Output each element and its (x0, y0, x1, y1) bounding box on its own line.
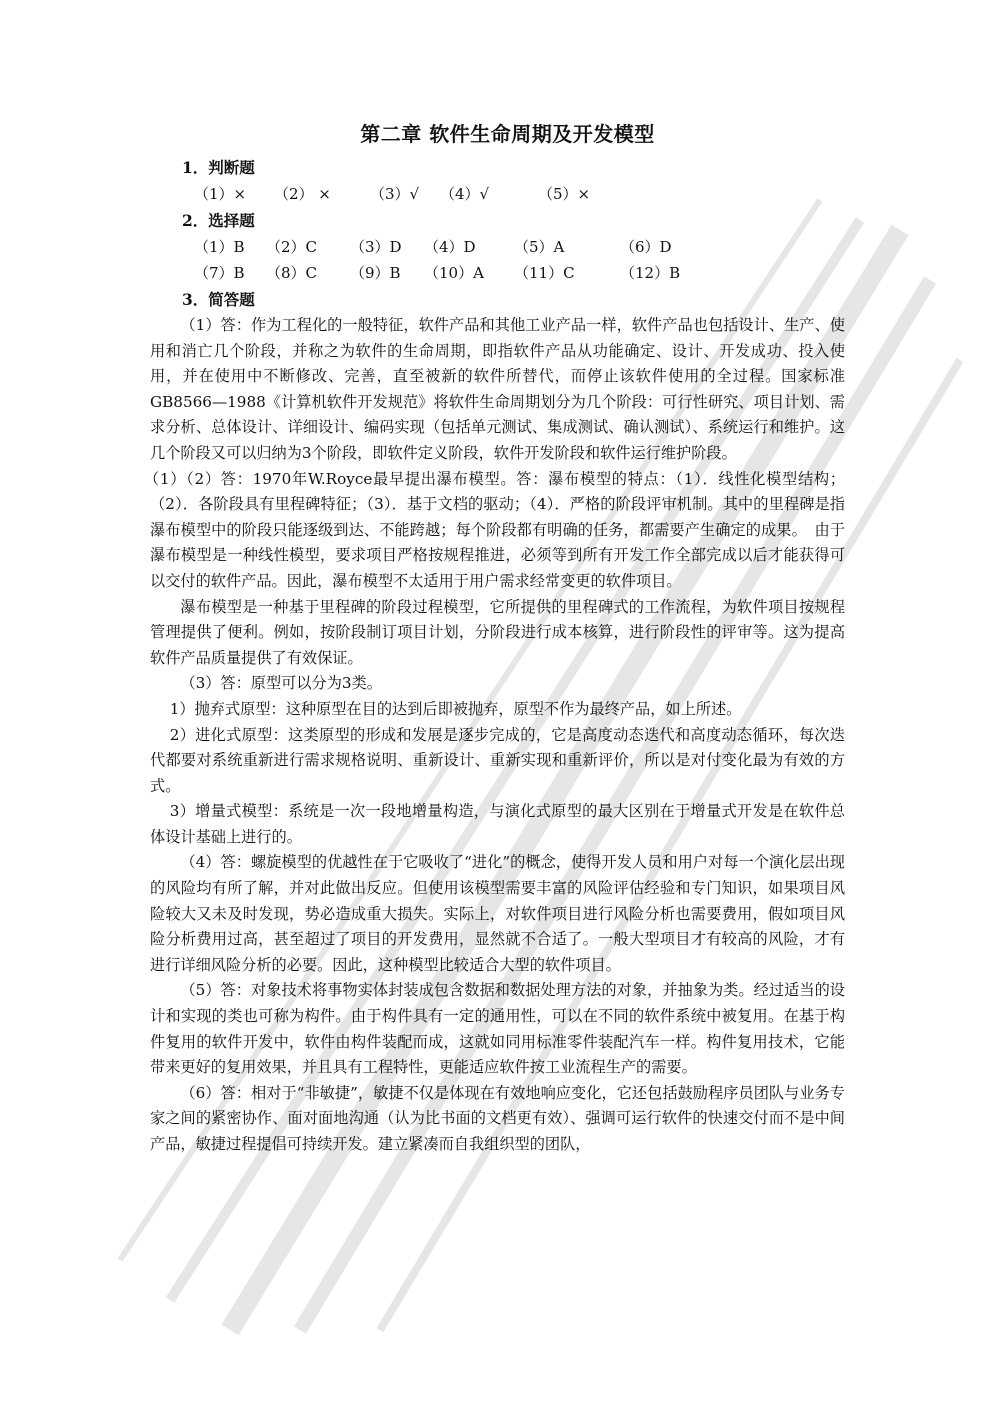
choice-answer: （3）D (350, 238, 402, 256)
choice-answers-row-1 (150, 234, 845, 260)
section-heading-judge: 1．判断题 (182, 158, 255, 177)
judge-answer: （3）√ (370, 185, 420, 203)
choice-answer: （12）B (620, 264, 681, 282)
answer-paragraph: （4）答：螺旋模型的优越性在于它吸收了“进化”的概念，使得开发人员和用户对每一个演化层出现的风险均有所了解，并对此做出反应。但使用该模型需要丰富的风险评估经验和专门知识，如果项目风险较大又未及时发现，势必造成重大损失。实际上，对软件项目进行风险分析也需要费用，假如项目风险分析费用过高，甚至超过了项目的开发费用，显然就不合适了。一般大型项目才有较高的风险，才有进行详细风险分析的必要。因此，这种模型比较适合大型的软件项目。 (150, 853, 845, 974)
choice-answer: （8）C (266, 264, 318, 282)
judge-answer: （4）√ (440, 185, 490, 203)
choice-answers-row-2 (150, 260, 845, 286)
section-heading-choice: 2．选择题 (182, 211, 255, 230)
choice-answer: （11）C (514, 264, 575, 282)
answer-paragraph: （5）答：对象技术将事物实体封装成包含数据和数据处理方法的对象，并抽象为类。经过适当的设计和实现的类也可称为构件。由于构件具有一定的通用性，可以在不同的软件系统中被复用。在基于构件复用的软件开发中，软件由构件装配而成，这就如同用标准零件装配汽车一样。构件复用技术，它能带来更好的复用效果，并且具有工程特性，更能适应软件按工业流程生产的需要。 (150, 981, 845, 1077)
choice-answer: （10）A (424, 264, 484, 282)
answer-paragraph: 3）增量式模型：系统是一次一段地增量构造，与演化式原型的最大区别在于增量式开发是在软件总体设计基础上进行的。 (150, 802, 845, 846)
section-heading-short-answer: 3．简答题 (182, 290, 255, 309)
answer-paragraph: 瀑布模型是一种基于里程碑的阶段过程模型，它所提供的里程碑式的工作流程，为软件项目按规程管理提供了便利。例如，按阶段制订项目计划，分阶段进行成本核算，进行阶段性的评审等。这为提高软件产品质量提供了有效保证。 (150, 597, 845, 667)
choice-answer: （9）B (350, 264, 401, 282)
answer-paragraph: 1）抛弃式原型：这种原型在目的达到后即被抛弃，原型不作为最终产品，如上所述。 (169, 699, 742, 718)
answer-paragraph: （6）答：相对于“非敏捷”，敏捷不仅是体现在有效地响应变化，它还包括鼓励程序员团队与业务专家之间的紧密协作、面对面地沟通（认为比书面的文档更有效）、强调可运行软件的快速交付而不是中间产品，敏捷过程提倡可持续开发。建立紧凑而自我组织型的团队， (150, 1083, 845, 1153)
chapter-title: 第二章 软件生命周期及开发模型 (360, 122, 655, 146)
choice-answer: （1）B (194, 238, 245, 256)
choice-answer: （6）D (620, 238, 672, 256)
answer-paragraph: （1）答：作为工程化的一般特征，软件产品和其他工业产品一样，软件产品也包括设计、生产、使用和消亡几个阶段，并称之为软件的生命周期，即指软件产品从功能确定、设计、开发成功、投入使用，并在使用中不断修改、完善，直至被新的软件所替代，而停止该软件使用的全过程。国家标准GB8566—1988《计算机软件开发规范》将软件生命周期划分为几个阶段：可行性研究、项目计划、需求分析、总体设计、详细设计、编码实现（包括单元测试、集成测试、确认测试）、系统运行和维护。这几个阶段又可以归纳为3个阶段，即软件定义阶段，软件开发阶段和软件运行维护阶段。 (150, 316, 845, 462)
judge-answer: （1）× (194, 185, 247, 203)
judge-answer: （5）× (538, 185, 591, 203)
choice-answer: （5）A (514, 238, 565, 256)
judge-answer: （2） × (274, 185, 331, 203)
document-body (143, 118, 845, 1158)
answer-paragraph: （3）答：原型可以分为3类。 (180, 674, 382, 693)
choice-answer: （2）C (266, 238, 318, 256)
choice-answer: （7）B (194, 264, 245, 282)
judge-answers (150, 181, 845, 207)
choice-answer: （4）D (424, 238, 476, 256)
answer-paragraph: （1）（2）答：1970年W.Royce最早提出瀑布模型。答：瀑布模型的特点：（1）．线性化模型结构；（2）．各阶段具有里程碑特征；（3）．基于文档的驱动；（4）．严格的阶段评审机制。其中的里程碑是指瀑布模型中的阶段只能逐级到达、不能跨越；每个阶段都有明确的任务，都需要产生确定的成果。 由于瀑布模型是一种线性模型，要求项目严格按规程推进，必须等到所有开发工作全部完成以后才能获得可以交付的软件产品。因此，瀑布模型不太适用于用户需求经常变更的软件项目。 (143, 469, 845, 590)
answer-paragraph: 2）进化式原型：这类原型的形成和发展是逐步完成的，它是高度动态迭代和高度动态循环，每次迭代都要对系统重新进行需求规格说明、重新设计、重新实现和重新评价，所以是对付变化最为有效的方式。 (150, 725, 845, 795)
